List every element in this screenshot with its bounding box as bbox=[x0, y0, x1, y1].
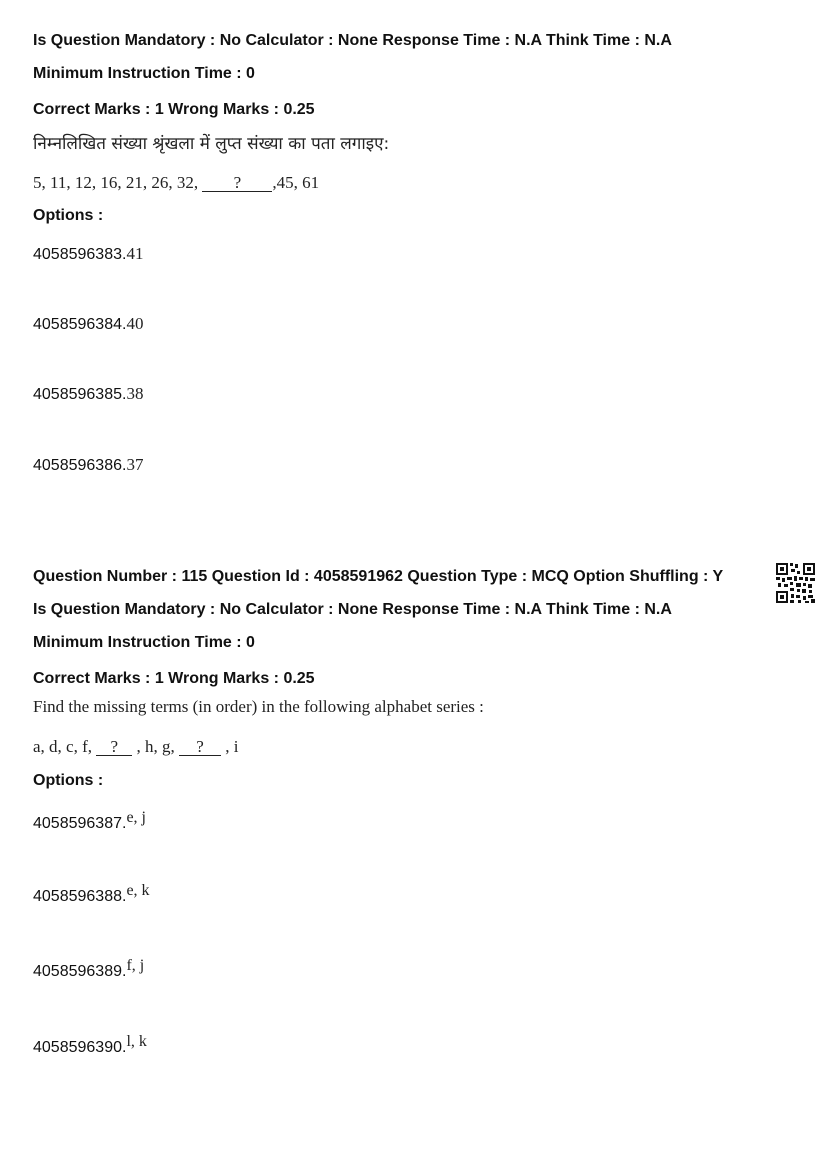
q114-mandatory-line: Is Question Mandatory : No Calculator : None Response Time : N.A Think Time : N.A bbox=[33, 32, 672, 49]
q114-option-3[interactable] bbox=[33, 384, 143, 404]
q114-series-blank: ? bbox=[202, 174, 272, 192]
option-value: e, k bbox=[126, 882, 150, 899]
option-id: 4058596387. bbox=[33, 815, 127, 832]
option-id: 4058596388. bbox=[33, 888, 127, 905]
option-id: 4058596386. bbox=[33, 457, 127, 474]
q115-series-part1: a, d, c, f, bbox=[33, 737, 97, 756]
q114-option-2[interactable] bbox=[33, 314, 143, 334]
q115-series-blank-1: ? bbox=[96, 738, 132, 756]
q115-option-4[interactable] bbox=[33, 1033, 147, 1057]
q114-min-instruction: Minimum Instruction Time : 0 bbox=[33, 65, 255, 82]
q115-marks: Correct Marks : 1 Wrong Marks : 0.25 bbox=[33, 670, 315, 687]
q114-option-4[interactable] bbox=[33, 455, 143, 475]
option-value: l, k bbox=[126, 1033, 147, 1050]
option-value: 37 bbox=[126, 455, 144, 474]
q115-mandatory-line: Is Question Mandatory : No Calculator : None Response Time : N.A Think Time : N.A bbox=[33, 601, 672, 618]
q115-series-blank-2: ? bbox=[179, 738, 221, 756]
option-value: 38 bbox=[126, 384, 144, 403]
option-id: 4058596385. bbox=[33, 386, 127, 403]
option-value: f, j bbox=[126, 957, 145, 974]
q115-option-3[interactable] bbox=[33, 957, 145, 981]
q115-alphabet-series bbox=[33, 737, 239, 757]
q115-series-part2: , h, g, bbox=[132, 737, 180, 756]
q115-min-instruction: Minimum Instruction Time : 0 bbox=[33, 634, 255, 651]
option-id: 4058596383. bbox=[33, 246, 127, 263]
option-value: e, j bbox=[126, 809, 146, 826]
q114-series-prefix: 5, 11, 12, 16, 21, 26, 32, bbox=[33, 173, 203, 192]
q114-marks: Correct Marks : 1 Wrong Marks : 0.25 bbox=[33, 101, 315, 118]
option-id: 4058596390. bbox=[33, 1039, 127, 1056]
qr-code-icon bbox=[775, 562, 816, 604]
option-value: 41 bbox=[126, 244, 144, 263]
q114-series-suffix: ,45, 61 bbox=[272, 173, 320, 192]
q115-option-2[interactable] bbox=[33, 882, 150, 906]
option-id: 4058596389. bbox=[33, 963, 127, 980]
q115-series-part3: , i bbox=[221, 737, 239, 756]
q115-question-text: Find the missing terms (in order) in the following alphabet series : bbox=[33, 697, 484, 716]
q115-options-label: Options : bbox=[33, 772, 104, 789]
q114-question-text: निम्नलिखित संख्या श्रृंखला में लुप्त संख्या का पता लगाइए: bbox=[33, 134, 390, 154]
q114-options-label: Options : bbox=[33, 207, 104, 224]
option-id: 4058596384. bbox=[33, 316, 127, 333]
q114-option-1[interactable] bbox=[33, 244, 143, 264]
option-value: 40 bbox=[126, 314, 144, 333]
q115-header-line: Question Number : 115 Question Id : 4058591962 Question Type : MCQ Option Shuffling : Y bbox=[33, 568, 724, 585]
q115-option-1[interactable] bbox=[33, 809, 146, 833]
q114-number-series bbox=[33, 173, 319, 193]
